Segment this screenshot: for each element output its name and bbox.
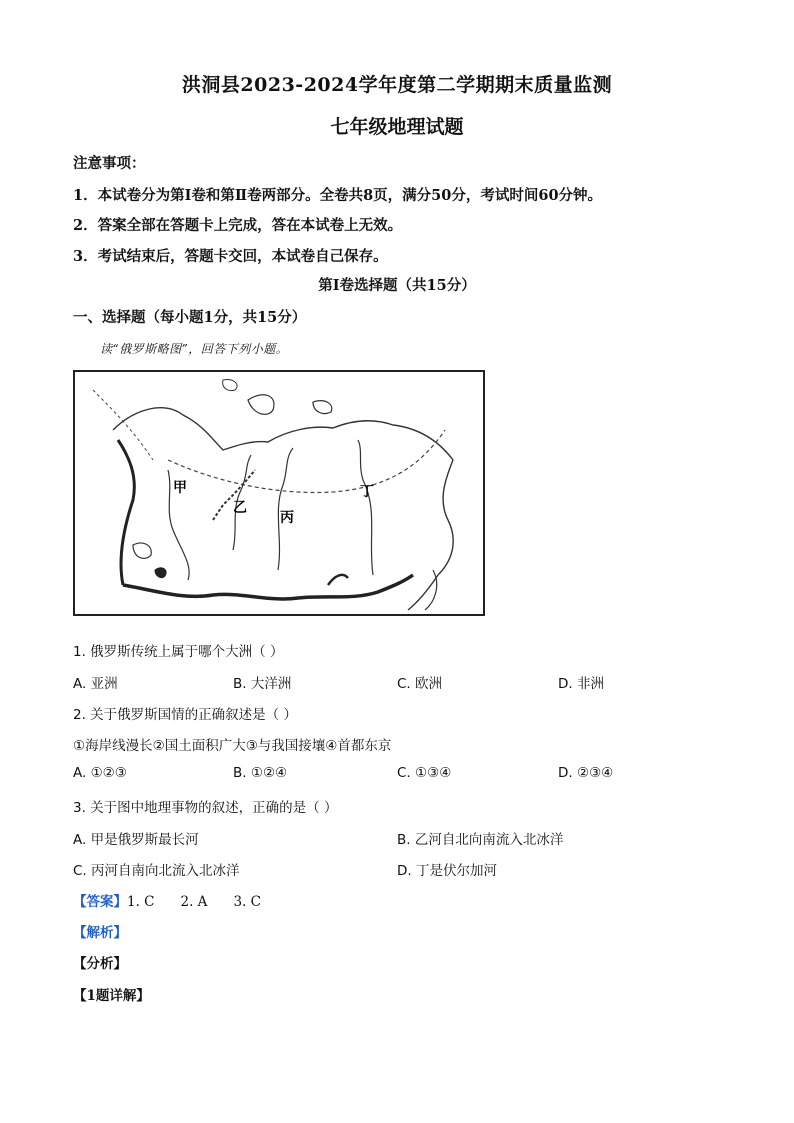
page-title: 洪洞县2023-2024学年度第二学期期末质量监测 [181, 74, 613, 96]
question-1-stem: 1. 俄罗斯传统上属于哪个大洲（ ） [73, 644, 284, 660]
question-2-option-a: A. ①②③ [73, 765, 127, 781]
label-yi: 乙 [233, 500, 247, 516]
question-3-stem: 3. 关于图中地理事物的叙述，正确的是（ ） [73, 800, 338, 816]
section-title: 第Ⅰ卷选择题（共15分） [318, 277, 476, 294]
notice-item-1: 1．本试卷分为第Ⅰ卷和第Ⅱ卷两部分。全卷共8页，满分50分，考试时间60分钟。 [73, 187, 603, 204]
question-2-option-b: B. ①②④ [233, 765, 288, 781]
question-1-option-b: B. 大洋洲 [233, 676, 292, 692]
answer-item-3: 3. C [233, 894, 261, 910]
notice-item-3: 3．考试结束后，答题卡交回，本试卷自己保存。 [73, 248, 388, 265]
question-3-option-d: D. 丁是伏尔加河 [397, 863, 497, 879]
label-jia: 甲 [173, 480, 187, 496]
notice-heading: 注意事项： [73, 155, 146, 172]
analysis-label: 【解析】 [73, 925, 127, 941]
answer-row [73, 890, 261, 910]
label-ding: 丁 [360, 484, 374, 500]
part-title: 一、选择题（每小题1分，共15分） [73, 309, 307, 326]
russia-map [73, 370, 485, 616]
question-1-option-a: A. 亚洲 [73, 676, 118, 692]
question-2-statements: ①海岸线漫长②国土面积广大③与我国接壤④首都东京 [73, 738, 392, 754]
label-bing: 丙 [280, 510, 294, 526]
question-1-option-d: D. 非洲 [558, 676, 604, 692]
detail-1-label: 【1题详解】 [73, 988, 150, 1004]
analysis-row [73, 921, 127, 941]
question-3-option-a: A. 甲是俄罗斯最长河 [73, 832, 199, 848]
question-2-option-d: D. ②③④ [558, 765, 614, 781]
map-instruction: 读“俄罗斯略图”，回答下列小题。 [100, 342, 289, 356]
answer-item-1: 1. C [127, 894, 155, 910]
question-3-option-b: B. 乙河自北向南流入北冰洋 [397, 832, 564, 848]
question-3-option-c: C. 丙河自南向北流入北冰洋 [73, 863, 240, 879]
question-2-option-c: C. ①③④ [397, 765, 452, 781]
question-2-stem: 2. 关于俄罗斯国情的正确叙述是（ ） [73, 707, 297, 723]
answer-item-2: 2. A [180, 894, 208, 910]
question-1-option-c: C. 欧洲 [397, 676, 443, 692]
notice-item-2: 2．答案全部在答题卡上完成，答在本试卷上无效。 [73, 217, 403, 234]
answer-label: 【答案】 [73, 894, 127, 910]
fenxi-label: 【分析】 [73, 956, 127, 972]
page-subtitle: 七年级地理试题 [330, 116, 464, 138]
